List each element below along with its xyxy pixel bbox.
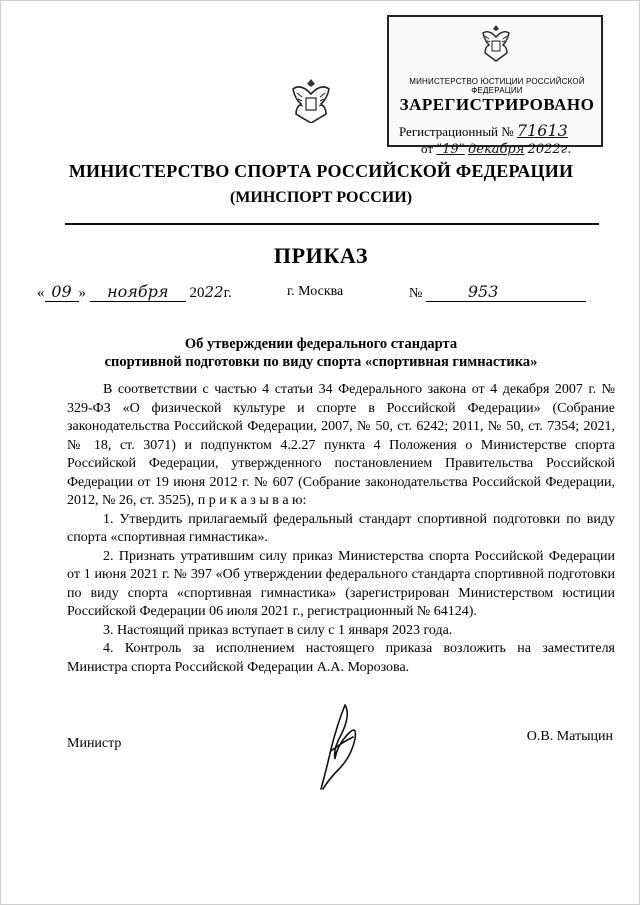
order-city: г. Москва — [287, 284, 344, 299]
date-month: ноября — [90, 282, 186, 302]
date-day: 09 — [45, 282, 79, 302]
item-1-paragraph: 1. Утвердить прилагаемый федеральный стандарт спортивной подготовки по виду спорта «спортивная гимнастика». — [67, 511, 615, 545]
subject-line-2: спортивной подготовки по виду спорта «спортивная гимнастика» — [104, 354, 538, 370]
preamble-paragraph: В соответствии с частью 4 статьи 34 Федерального закона от 4 декабря 2007 г. № 329-ФЗ «О физической культуре и спорте в Российской Федерации» (Собрание законодательства Российской Федерации, 2007, № 50, ст. 6242; 2011, № 50, ст. 7354; 2021, № 18, ст. 3071) и подпунктом 4.2.27 пункта 4 Положения о Министерстве спорта Российской Федерации, утвержденного постановлением Правительства Российской Федерации от 19 июня 2012 г. № 607 (Собрание законодательства Российской Федерации, 2012, № 26, ст. 3525), п р и к а з ы в а ю: — [67, 382, 615, 508]
date-year-hand: 22 — [204, 283, 224, 301]
stamp-date-prefix: от — [421, 141, 434, 156]
ministry-title: МИНИСТЕРСТВО СПОРТА РОССИЙСКОЙ ФЕДЕРАЦИИ — [68, 161, 574, 181]
item-3-paragraph: 3. Настоящий приказ вступает в силу с 1 января 2023 года. — [103, 622, 453, 638]
number-label: № — [409, 286, 423, 301]
stamp-date-year: 2022г. — [527, 142, 572, 157]
order-number — [409, 282, 586, 302]
stamp-reg-number: 71613 — [516, 121, 568, 140]
header-divider — [65, 223, 599, 225]
coat-of-arms-icon — [479, 23, 513, 63]
order-body — [67, 381, 615, 677]
ministry-short-title: (МИНСПОРТ РОССИИ) — [229, 189, 413, 206]
document-type: ПРИКАЗ — [273, 243, 369, 268]
handwritten-signature — [301, 701, 381, 797]
date-year-prefix: 20 — [189, 285, 205, 301]
subject-line-1: Об утверждении федерального стандарта — [184, 336, 458, 352]
registration-stamp — [387, 15, 603, 157]
stamp-date-month: декабря — [468, 142, 525, 157]
signatory-name: О.В. Матыцин — [526, 729, 613, 744]
number-value: 953 — [426, 282, 586, 302]
signatory-position: Министр — [67, 736, 122, 751]
stamp-date-row — [421, 141, 571, 157]
stamp-reg-number-row — [399, 121, 568, 140]
stamp-reg-number-label: Регистрационный № — [399, 124, 514, 139]
date-year-suffix: г. — [223, 285, 232, 301]
date-open-quote: « — [37, 285, 45, 301]
item-2-paragraph: 2. Признать утратившим силу приказ Министерства спорта Российской Федерации от 1 июня 2021 г. № 397 «Об утверждении федерального стандарта спортивной подготовки по виду спорта «спортивная гимнастика» (зарегистрирован Министерством юстиции Российской Федерации 06 июля 2021 г., регистрационный № 64124). — [67, 548, 615, 619]
stamp-registered: ЗАРЕГИСТРИРОВАНО — [399, 95, 595, 114]
stamp-ministry: МИНИСТЕРСТВО ЮСТИЦИИ РОССИЙСКОЙ ФЕДЕРАЦИИ — [409, 77, 585, 95]
order-date — [37, 282, 232, 302]
item-4-paragraph: 4. Контроль за исполнением настоящего приказа возложить на заместителя Министра спорта Российской Федерации А.А. Морозова. — [67, 641, 615, 675]
date-close-quote: » — [78, 285, 86, 301]
stamp-date-day: "19" — [436, 142, 465, 157]
coat-of-arms-icon — [289, 77, 333, 123]
order-subject — [1, 335, 640, 371]
